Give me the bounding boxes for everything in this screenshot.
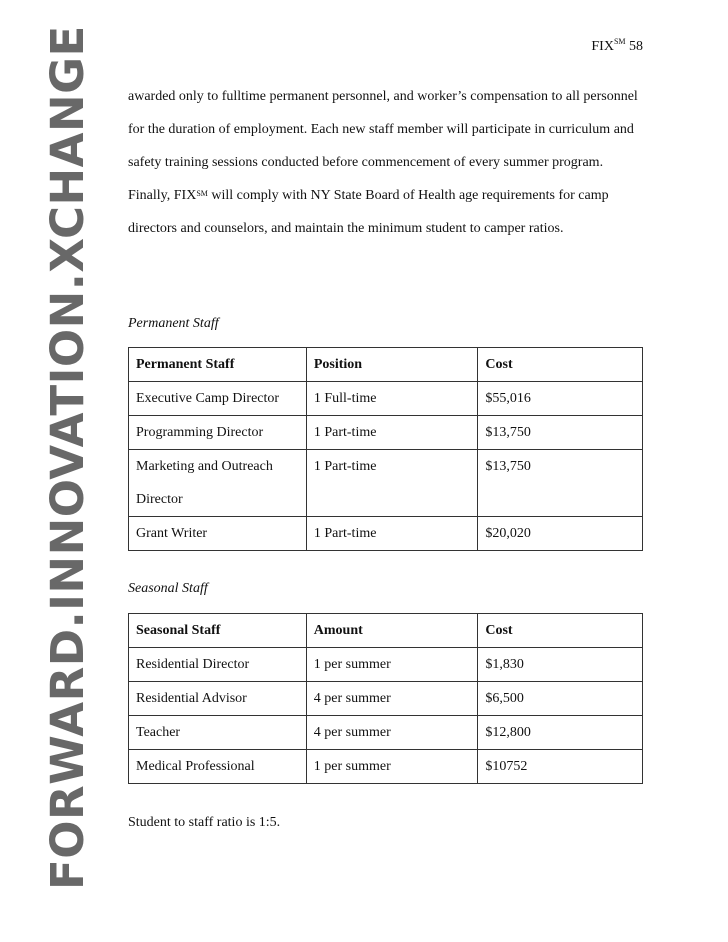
table-cell: $12,800 [478, 716, 643, 750]
table-header-row [129, 348, 643, 382]
table-row [129, 416, 643, 450]
table-header-row [129, 614, 643, 648]
body-paragraph [128, 80, 648, 245]
page-number: 58 [629, 39, 643, 54]
permanent-staff-title: Permanent Staff [128, 316, 219, 331]
watermark-text: FORWARD.INNOVATION.XCHANGE [41, 25, 94, 890]
permanent-staff-table [128, 347, 643, 551]
table-header-cell: Cost [478, 348, 643, 382]
table-cell: 1 Part-time [306, 450, 478, 517]
table-header-cell: Amount [306, 614, 478, 648]
table-cell: $55,016 [478, 382, 643, 416]
table-cell: $13,750 [478, 450, 643, 517]
doc-superscript: SM [613, 37, 626, 46]
table-row [129, 682, 643, 716]
table-row [129, 450, 643, 517]
table-cell: 1 per summer [306, 648, 478, 682]
table-header-cell: Position [306, 348, 478, 382]
table-row [129, 648, 643, 682]
watermark [41, 25, 94, 890]
table-cell: 4 per summer [306, 682, 478, 716]
table-cell: Medical Professional [129, 750, 307, 784]
table-header-cell: Seasonal Staff [129, 614, 307, 648]
table-cell: Grant Writer [129, 517, 307, 551]
staff-ratio-note: Student to staff ratio is 1:5. [128, 815, 281, 830]
table-cell: Residential Advisor [129, 682, 307, 716]
table-cell: Teacher [129, 716, 307, 750]
table-cell: 1 Part-time [306, 517, 478, 551]
table-cell: $13,750 [478, 416, 643, 450]
table-cell: Marketing and Outreach Director [129, 450, 307, 517]
table-cell: $1,830 [478, 648, 643, 682]
page-header [591, 39, 643, 55]
seasonal-staff-title: Seasonal Staff [128, 581, 208, 596]
table-cell: 1 Part-time [306, 416, 478, 450]
table-row [129, 382, 643, 416]
seasonal-staff-table [128, 613, 643, 784]
table-header-cell: Cost [478, 614, 643, 648]
table-cell: $20,020 [478, 517, 643, 551]
body-text-part-1: awarded only to fulltime permanent personnel, and worker’s compensation to all personnel for the duration of employment. Each new staff member will participate in curriculum and safety training sessions conducted before commencement of every summer program. Finally, FIX [128, 89, 638, 203]
table-cell: Programming Director [129, 416, 307, 450]
table-cell: 4 per summer [306, 716, 478, 750]
table-row [129, 716, 643, 750]
body-superscript: SM [196, 189, 208, 198]
table-header-cell: Permanent Staff [129, 348, 307, 382]
table-cell: 1 Full-time [306, 382, 478, 416]
table-cell: Executive Camp Director [129, 382, 307, 416]
doc-prefix: FIX [591, 39, 614, 54]
table-cell: 1 per summer [306, 750, 478, 784]
body-text-part-2: will comply with NY State Board of Health age requirements for camp directors and counselors, and maintain the minimum student to camper ratios. [128, 188, 609, 236]
table-row [129, 517, 643, 551]
table-cell: $6,500 [478, 682, 643, 716]
table-cell: $10752 [478, 750, 643, 784]
table-cell: Residential Director [129, 648, 307, 682]
table-row [129, 750, 643, 784]
